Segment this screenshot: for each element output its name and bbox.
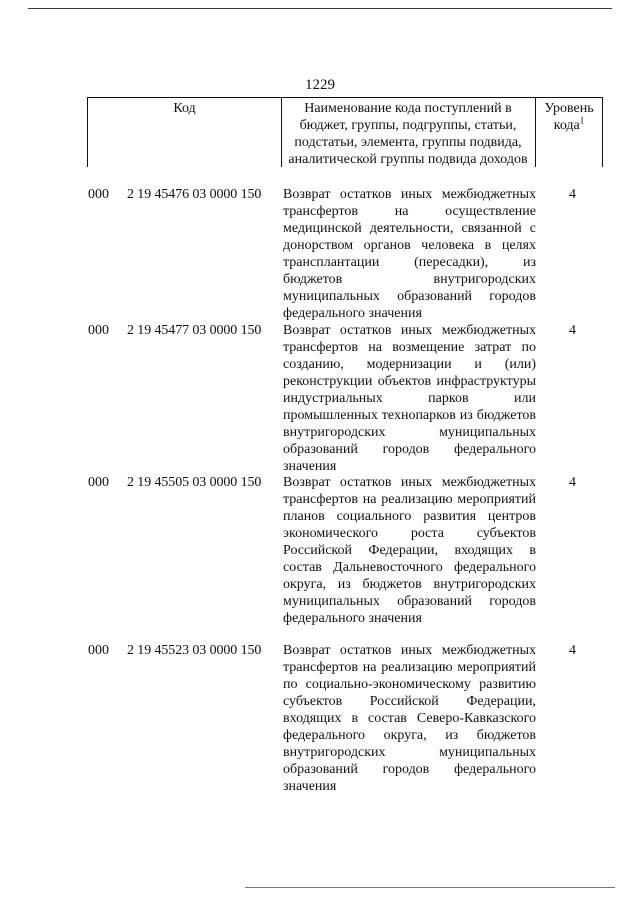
row-admin-code: 000 bbox=[88, 323, 109, 338]
header-code-label: Код bbox=[173, 101, 196, 116]
row-level: 4 bbox=[569, 187, 576, 202]
row-budget-code: 2 19 45477 03 0000 150 bbox=[127, 323, 262, 338]
row-admin-code: 000 bbox=[88, 643, 109, 658]
page-number: 1229 bbox=[305, 77, 335, 93]
row-level: 4 bbox=[569, 475, 576, 490]
row-admin-code: 000 bbox=[88, 475, 109, 490]
header-level-footnote: 1 bbox=[579, 115, 585, 126]
bottom-edge-line bbox=[245, 887, 615, 888]
row-budget-code: 2 19 45523 03 0000 150 bbox=[127, 643, 262, 658]
row-level: 4 bbox=[569, 323, 576, 338]
header-level-label: Уровень кода bbox=[544, 101, 594, 133]
row-description: Возврат остатков иных межбюджетных трансфертов на реализацию мероприятий планов социального развития центров экономического роста субъектов Российской Федерации, входящих в состав Дальневосточного федерального округа, из бюджетов внутригородских муниципальных образований городов федерального значения bbox=[283, 475, 536, 626]
row-admin-code: 000 bbox=[88, 187, 109, 202]
row-description: Возврат остатков иных межбюджетных трансфертов на реализацию мероприятий по социально-экономическому развитию субъектов Российской Федерации, входящих в состав Северо-Кавказского федерального округа, из бюджетов внутригородских муниципальных образований городов федерального значения bbox=[283, 643, 536, 794]
row-description: Возврат остатков иных межбюджетных трансфертов на возмещение затрат по созданию, модернизации и (или) реконструкции объектов инфраструктуры индустриальных парков или промышленных технопарков из бюджетов внутригородских муниципальных образований городов федерального значения bbox=[283, 323, 536, 474]
top-edge-line bbox=[28, 8, 612, 9]
header-code-cell bbox=[88, 98, 282, 167]
row-level: 4 bbox=[569, 643, 576, 658]
row-budget-code: 2 19 45505 03 0000 150 bbox=[127, 475, 262, 490]
header-name-cell: Наименование кода поступлений в бюджет, группы, подгруппы, статьи, подстатьи, элемента, группы подвида, аналитической группы подвида доходов bbox=[281, 98, 536, 167]
header-level-cell bbox=[536, 98, 602, 167]
row-description: Возврат остатков иных межбюджетных трансфертов на осуществление медицинской деятельности, связанной с донорством органов человека в целях трансплантации (пересадки), из бюджетов внутригородских муниципальных образований городов федерального значения bbox=[283, 187, 536, 321]
row-budget-code: 2 19 45476 03 0000 150 bbox=[127, 187, 262, 202]
table-header bbox=[87, 97, 603, 167]
